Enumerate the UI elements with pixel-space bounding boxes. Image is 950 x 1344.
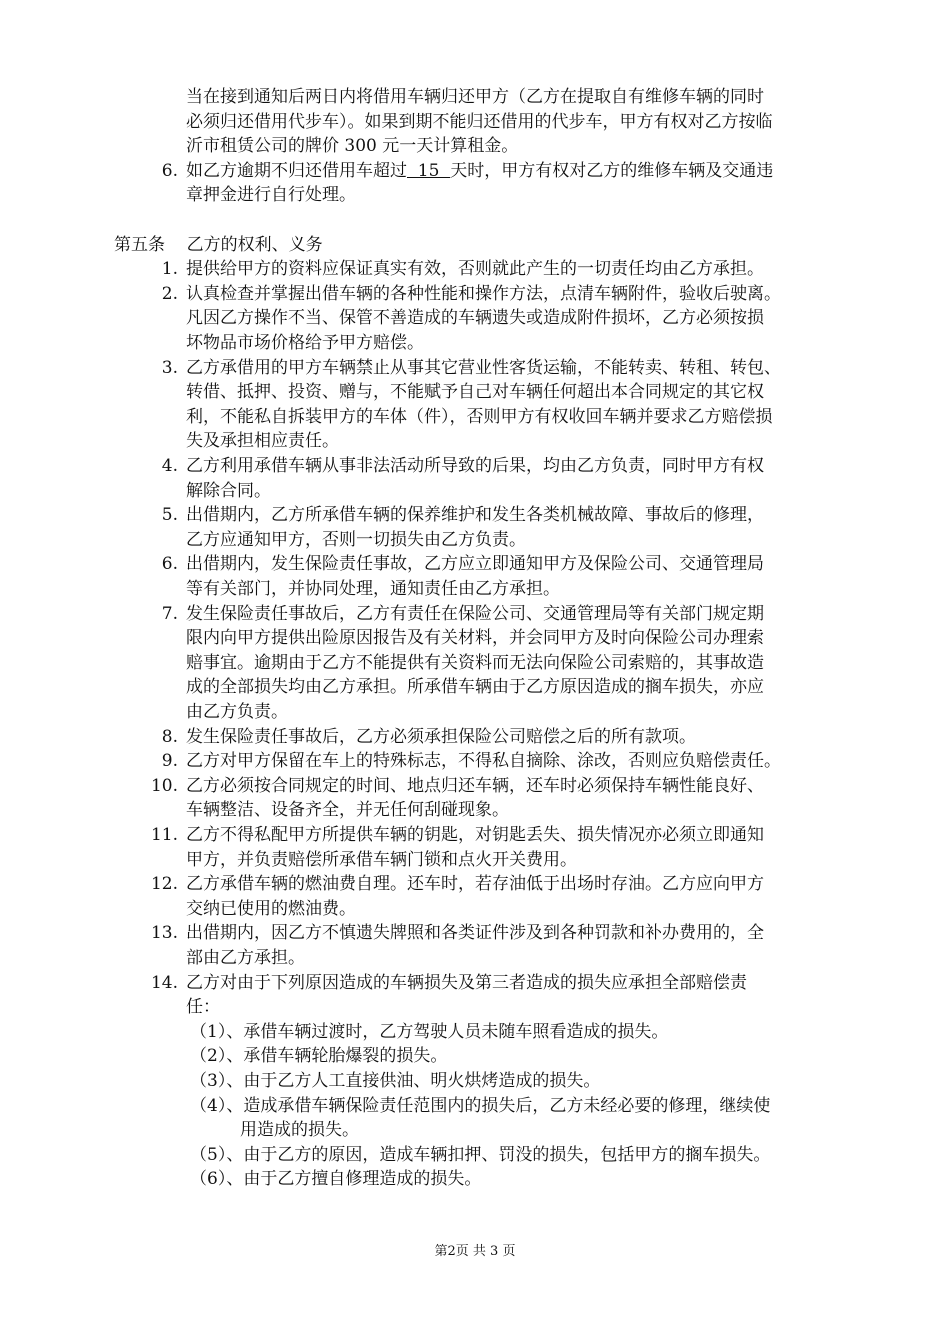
paragraph-line: 转借、抵押、投资、赠与，不能赋予自己对车辆任何超出本合同规定的其它权 [186, 382, 764, 403]
paragraph-line: 沂市租赁公司的牌价 300 元一天计算租金。 [186, 136, 519, 157]
paragraph-line: 发生保险责任事故后，乙方必须承担保险公司赔偿之后的所有款项。 [186, 726, 696, 747]
paragraph-line: 解除合同。 [186, 480, 271, 501]
sub-item-line: （1）、承借车辆过渡时，乙方驾驶人员未随车照看造成的损失。 [190, 1021, 669, 1042]
item-number: 5. [161, 505, 178, 526]
paragraph-line: 利，不能私自拆装甲方的车体（件），否则甲方有权收回车辆并要求乙方赔偿损 [186, 406, 773, 427]
item-number: 10. [150, 775, 178, 796]
item-number: 1. [161, 259, 178, 280]
paragraph-line: 出借期内，发生保险责任事故，乙方应立即通知甲方及保险公司、交通管理局 [186, 554, 764, 575]
paragraph-line: 出借期内，乙方所承借车辆的保养维护和发生各类机械故障、事故后的修理， [186, 505, 764, 526]
paragraph-line: 提供给甲方的资料应保证真实有效，否则就此产生的一切责任均由乙方承担。 [186, 259, 764, 280]
item-number: 6. [161, 554, 178, 575]
paragraph-line: 甲方，并负责赔偿所承借车辆门锁和点火开关费用。 [186, 849, 577, 870]
paragraph-line: 乙方必须按合同规定的时间、地点归还车辆，还车时必须保持车辆性能良好、 [186, 775, 764, 796]
paragraph-line: 任： [186, 997, 220, 1018]
paragraph-line: 当在接到通知后两日内将借用车辆归还甲方（乙方在提取自有维修车辆的同时 [186, 87, 764, 107]
item-number: 2. [161, 283, 178, 304]
sub-item-line: （6）、由于乙方擅自修理造成的损失。 [190, 1169, 482, 1190]
paragraph-line: 出借期内，因乙方不慎遗失牌照和各类证件涉及到各种罚款和补办费用的，全 [186, 923, 764, 944]
paragraph-line: 乙方对甲方保留在车上的特殊标志，不得私自摘除、涂改，否则应负赔偿责任。 [186, 751, 781, 772]
paragraph-line: 等有关部门，并协同处理，通知责任由乙方承担。 [186, 579, 560, 599]
item-number: 12. [150, 874, 178, 895]
paragraph-line: 车辆整洁、设备齐全，并无任何刮碰现象。 [186, 800, 509, 821]
paragraph-line: 乙方不得私配甲方所提供车辆的钥匙，对钥匙丢失、损失情况亦必须立即通知 [186, 825, 764, 845]
sub-item-line: （3）、由于乙方人工直接供油、明火烘烤造成的损失。 [190, 1071, 601, 1091]
sub-item-line: 用造成的损失。 [240, 1120, 359, 1141]
paragraph-line: 部由乙方承担。 [186, 948, 305, 968]
paragraph-line: 失及承担相应责任。 [186, 431, 339, 452]
paragraph-line: 章押金进行自行处理。 [186, 185, 356, 206]
paragraph-line: 由乙方负责。 [186, 702, 288, 722]
paragraph-line [186, 159, 773, 183]
paragraph-line: 凡因乙方操作不当、保管不善造成的车辆遗失或造成附件损坏，乙方必须按损 [186, 308, 764, 329]
paragraph-line: 成的全部损失均由乙方承担。所承借车辆由于乙方原因造成的搁车损失，亦应 [186, 677, 764, 698]
paragraph-line: 发生保险责任事故后，乙方有责任在保险公司、交通管理局等有关部门规定期 [186, 603, 764, 624]
item-number: 4. [161, 456, 178, 476]
item-number: 6. [161, 160, 178, 181]
sub-item-line: （4）、造成承借车辆保险责任范围内的损失后，乙方未经必要的修理，继续使 [190, 1095, 771, 1116]
paragraph-line: 赔事宜。逾期由于乙方不能提供有关资料而无法向保险公司索赔的，其事故造 [186, 652, 764, 673]
sub-item-line: （2）、承借车辆轮胎爆裂的损失。 [190, 1046, 448, 1067]
paragraph-line: 限内向甲方提供出险原因报告及有关材料，并会同甲方及时向保险公司办理索 [186, 628, 764, 649]
paragraph-line: 乙方对由于下列原因造成的车辆损失及第三者造成的损失应承担全部赔偿责 [186, 972, 747, 993]
paragraph-line: 乙方应通知甲方，否则一切损失由乙方负责。 [186, 529, 526, 550]
paragraph-line: 乙方利用承借车辆从事非法活动所导致的后果，均由乙方负责，同时甲方有权 [186, 456, 764, 476]
item-number: 11. [150, 825, 178, 845]
article-heading: 第五条 乙方的权利、义务 [114, 234, 323, 255]
paragraph-line: 认真检查并掌握出借车辆的各种性能和操作方法，点清车辆附件，验收后驶离。 [186, 283, 781, 304]
item-number: 7. [161, 603, 178, 624]
paragraph-line: 乙方承借车辆的燃油费自理。还车时，若存油低于出场时存油。乙方应向甲方 [186, 874, 764, 895]
item-number: 13. [150, 923, 178, 944]
paragraph-line: 乙方承借用的甲方车辆禁止从事其它营业性客货运输，不能转卖、转租、转包、 [186, 357, 781, 378]
item-number: 3. [161, 357, 178, 378]
item-number: 8. [161, 726, 178, 747]
item-number: 9. [161, 751, 178, 772]
paragraph-line: 坏物品市场价格给予甲方赔偿。 [186, 333, 424, 353]
page-footer: 第2页 共 3 页 [434, 1244, 516, 1259]
paragraph-line: 交纳已使用的燃油费。 [186, 898, 356, 919]
clause-text: 如乙方逾期不归还借用车超过 [186, 160, 407, 181]
clause-text: 天时，甲方有权对乙方的维修车辆及交通违 [450, 160, 774, 181]
item-number: 14. [150, 972, 178, 993]
days-value: 15 [407, 160, 451, 181]
paragraph-line: 必须归还借用代步车）。如果到期不能归还借用的代步车，甲方有权对乙方按临 [186, 111, 773, 132]
sub-item-line: （5）、由于乙方的原因，造成车辆扣押、罚没的损失，包括甲方的搁车损失。 [190, 1144, 771, 1165]
